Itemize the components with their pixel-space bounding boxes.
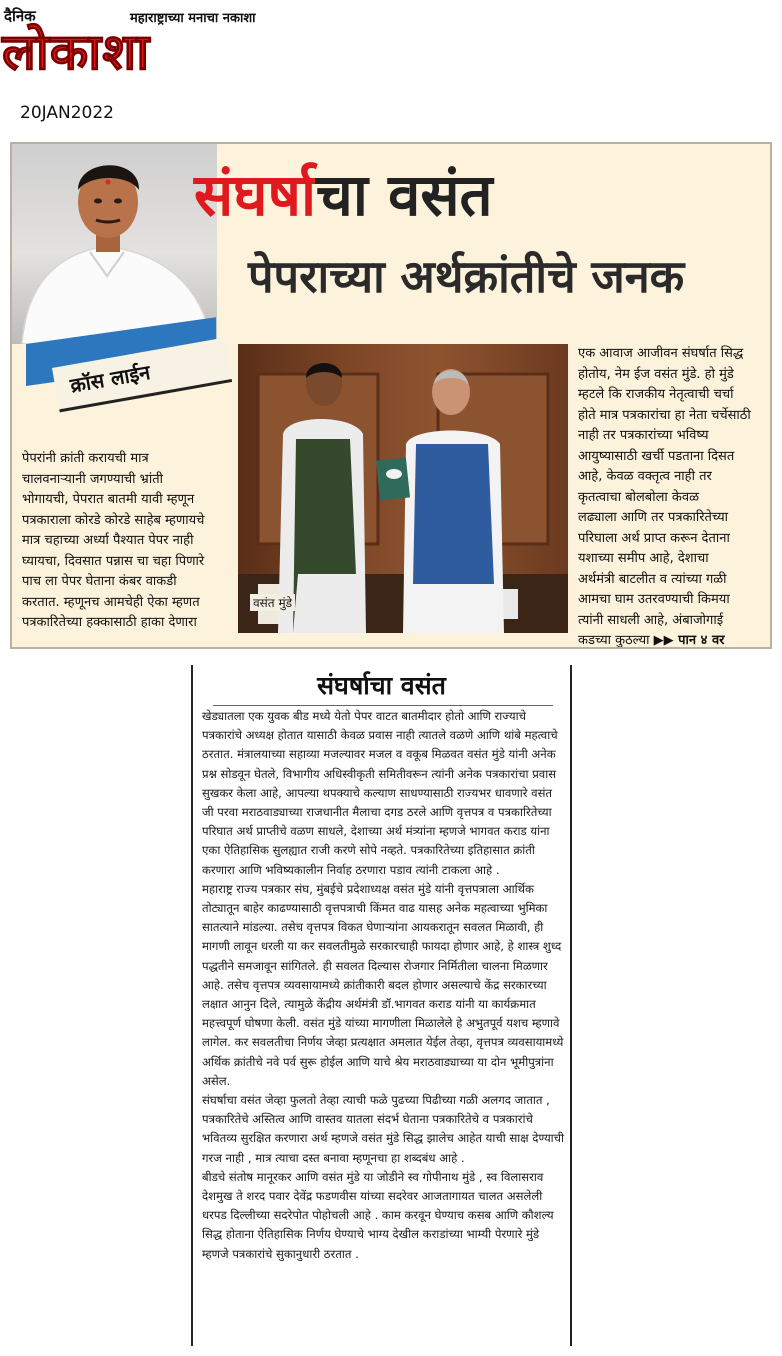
text-line: चालवनाऱ्यानी जगण्याची भ्रांती [22,471,163,487]
author-portrait [12,144,217,344]
article-body [202,707,565,1264]
text-line: नाही तर पत्रकारांच्या भविष्य [578,428,709,443]
article-paragraph: महाराष्ट्र राज्य पत्रकार संघ, मुंबईचे प्रदेशाध्यक्ष वसंत मुंडे यांनी वृत्तपत्राला आर्थिक तोट्यातून बाहेर काढण्यासाठी वृत्तपत्राची किंमत वाढ यासह अनेक महत्वाच्या भुमिका सातत्याने मांडल्या. तसेच वृत्तपत्र विकत घेणाऱ्यांना आयकरातून सवलत मिळावी, ही मागणी लावून धरली या कर सवलतीमुळे सरकारचाही फायदा होणार आहे, हे शास्त्र शुध्द पद्धतीने समजावून सांगितले. ही सवलत दिल्यास रोजगार निर्मितीला चालना मिळणार आहे. तसेच वृत्तपत्र व्यवसायामध्ये क्रांतीकारी बदल होणार असल्याचे केंद्र सरकारच्या लक्षात आनुन दिले, त्यामुळे केंद्रीय अर्थमंत्री डॉ.भागवत कराड यांनी या कार्यक्रमात महत्त्वपूर्ण घोषणा केली. वसंत मुंडे यांच्या मागणीला मिळालेले हे अभुतपूर्व यशच म्हणावे लागेल. कर सवलतीचा निर्णय जेव्हा प्रत्यक्षात अमलात येईल तेव्हा, वृत्तपत्र व्यवसायामध्ये अर्थिक क्रांतीचे नवे पर्व सुरू होईल आणि याचे श्रेय मराठवाड्याच्या या दोन भूमीपुत्रांना असेल. [202,881,564,1088]
text-line: यशाच्या समीप आहे, देशाचा [578,551,709,566]
text-line: लढ्याला आणि तर पत्रकारितेच्या [578,510,729,525]
text-line: मात्र चहाच्या अर्ध्या पैश्यात पेपर नाही [22,533,194,548]
headline-black-part: चा वसंत [316,161,493,229]
text-line: होतोय, नेम ईज वसंत मुंडे. हो मुंडे [578,366,734,382]
text-line: घ्यायचा, दिवसात पन्नास चा चहा पिणारे [22,553,205,569]
photo-caption: वसंत मुंडे [250,594,295,611]
news-photo [238,344,568,633]
column-label: क्रॉस लाईन [68,359,152,398]
text-line: होते मात्र पत्रकारांचा हा नेता चर्चेसाठी [578,407,751,423]
text-line: एक आवाज आजीवन संघर्षात सिद्ध [578,346,744,361]
text-line: पेपरांनी क्रांती करायची मात्र [22,451,149,466]
text-line: आमचा घाम उतरवण्याची किमया [578,592,730,607]
article-column [191,665,572,1346]
top-clipping [10,142,772,649]
text-line: आयुष्यासाठी खर्ची पडताना दिसत [578,448,735,464]
person-portrait-icon [12,144,217,344]
clipping-headline [194,160,493,230]
text-line: भोगायची, पेपरात बातमी यावी म्हणून [22,492,195,507]
text-line: त्यांनी साधली आहे, अंबाजोगाई [578,612,724,628]
last-line-text: कडच्या कुठल्या [578,633,650,648]
right-text-column [578,344,770,649]
text-line: आहे, केवळ वक्तृत्व नाही तर [578,469,712,484]
text-line-last [578,631,770,649]
meeting-photo-icon [238,344,568,633]
text-line: म्हटले कि राजकीय नेतृत्वाची चर्चा [578,387,734,402]
text-line: कृतत्वाचा बोलबोला केवळ [578,489,699,505]
text-line: करतात. म्हणूनच आमचेही ऐका म्हणत [22,594,200,610]
text-line: परिघाला अर्थ प्राप्त करून देताना [578,530,730,546]
text-line: अर्थमंत्री बाटलीत व त्यांच्या गळी [578,571,727,587]
text-line: पत्रकारितेच्या हक्कासाठी हाका देणारा [22,615,197,630]
masthead-daily-label: दैनिक [4,7,36,25]
text-line: पत्रकाराला कोरडे कोरडे साहेब म्हणायचे [22,512,205,528]
headline-red-part: संघर्षा [194,161,317,229]
masthead-logo: लोकाशा [2,23,151,81]
text-line: पाच ला पेपर घेताना कंबर वाकडी [22,574,177,589]
masthead-tagline: महाराष्ट्राच्या मनाचा नकाशा [130,11,256,26]
continued-page-link[interactable]: ▶▶ पान ४ वर [653,633,725,648]
article-paragraph: बीडचे संतोष मानूरकर आणि वसंत मुंडे या जोडीने स्व गोपीनाथ मुंडे , स्व विलासराव देशमुख ते शरद पवार देवेंद्र फडणवीस यांच्या सदरेवर आजतागायत चालत असलेली धरपड दिल्लीच्या सदरेपोत पोहोचली आहे . काम करवून घेण्याच कसब आणि कौशल्य सिद्ध होताना ऐतिहासिक निर्णय घेण्याचे भाग्य देखील कराडांच्या भाम्यी पेरणारे मुंडे म्हणजे पत्रकारांचे सुकानुधारी ठरतात . [202,1169,554,1261]
title-divider [213,705,553,706]
clipping-subheadline: पेपराच्या अर्थक्रांतीचे जनक [248,250,685,303]
article-title: संघर्षाचा वसंत [317,671,446,700]
publication-date: 20JAN2022 [20,103,114,123]
left-text-column [22,449,230,634]
article-paragraph: खेड्यातला एक युवक बीड मध्ये येतो पेपर वाटत बातमीदार होतो आणि राज्याचे पत्रकारांचे अध्यक्ष होतात यासाठी केवळ प्रवास नाही त्यातले वळणे आणि थांबे महत्वाचे ठरतात. मंत्रालयाच्या सहाव्या मजल्यावर मजल व वकूब मिळवत वसंत मुंडे यांनी अनेक प्रश्न सोडवून घेतले, विभागीय अधिस्वीकृती समितीवरून त्यांनी अनेक पत्रकारांचा प्रवास सुखकर केला आहे, आपल्या थपक्याचे कल्याण साधण्यासाठी राज्यभर धावणारे वसंत जी परवा मराठवाड्याच्या राजधानीत मैलाचा दगड ठरले आणि वृत्तपत्र व पत्रकारितेच्या परिघात अर्थ प्राप्तीचे वळण साधले, देशाच्या अर्थ मंत्र्यांना म्हणजे भागवत कराड यांना एका ऐतिहासिक सुलह्यात राजी करणे सोपे नव्हते. पत्रकारितेच्या इतिहासात क्रांती करणारा आणि भविष्यकालीन निर्वाह ठरणारा पडाव त्यांनी टाकला आहे . [202,709,558,877]
article-paragraph: संघर्षाचा वसंत जेव्हा फुलतो तेव्हा त्याची फळे पुढच्या पिढीच्या गळी अलगद जातात , पत्रकारितेचे अस्तित्व आणि वास्तव यातला संदर्भ घेताना पत्रकारितेचे व पत्रकारांचे भवितव्य सुरक्षित करणारा अर्थ म्हणजे वसंत मुंडे सिद्ध झालेच आहेत याची साक्ष देण्याची गरज नाही , मात्र त्याचा दस्त बनावा म्हणूनचा हा शब्दबंध आहे . [202,1093,565,1165]
